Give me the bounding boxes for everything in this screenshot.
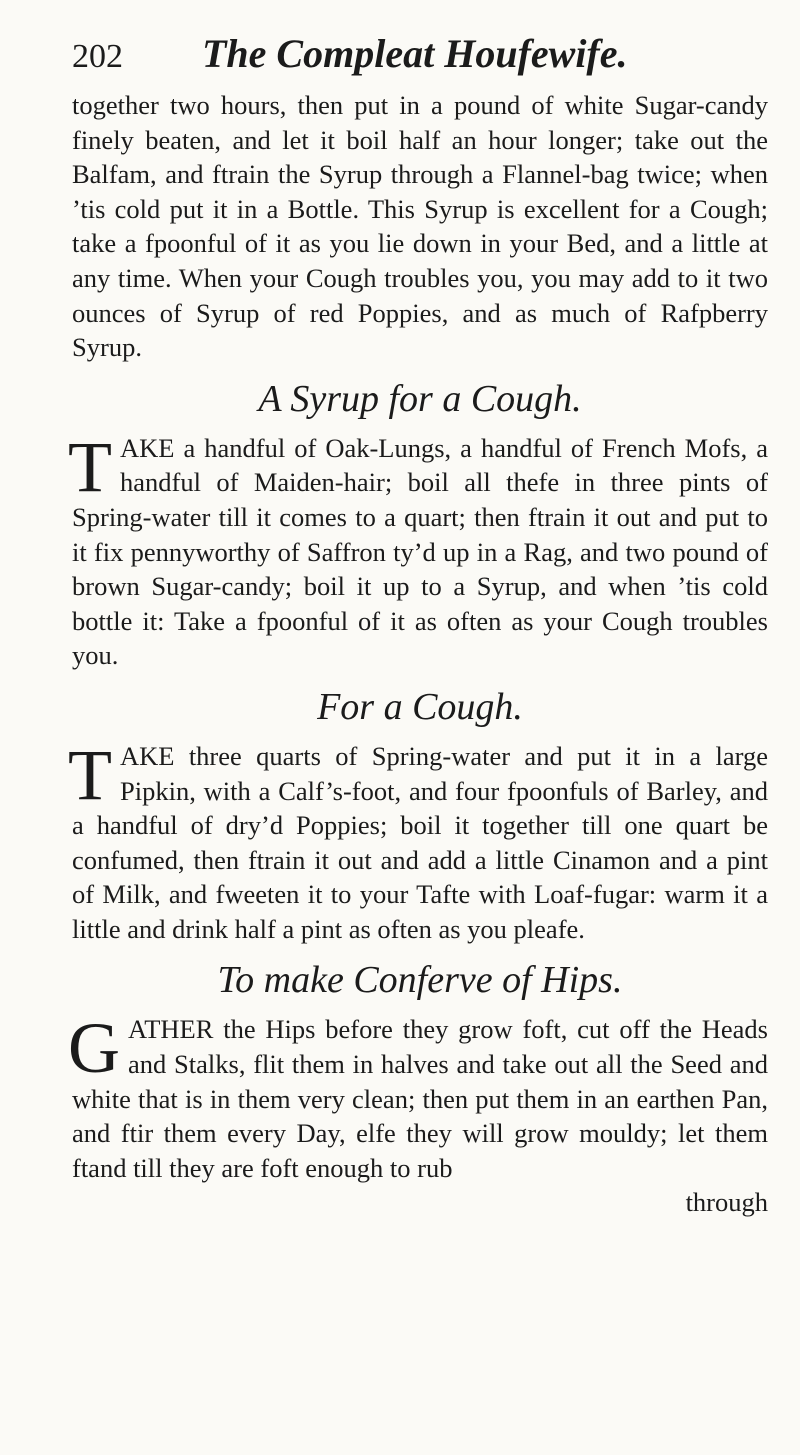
recipe-conserve-of-hips	[68, 1008, 768, 1185]
drop-cap: T	[68, 426, 112, 507]
page-number: 202	[72, 38, 123, 75]
page-body	[68, 88, 768, 1220]
recipe-title: A Syrup for a Cough.	[258, 377, 582, 420]
recipe-text: AKE a handful of Oak-Lungs, a handful of French Mofs, a handful of Maiden-hair; boil all thefe in three pints of Spring-water till it comes to a quart; then ftrain it out and put to it fix pennyworthy of Saffron ty’d up in a Rag, and two pound of brown Sugar-candy; boil it up to a Syrup, and when ’tis cold bottle it: Take a fpoonful of it as often as your Cough troubles you.	[72, 432, 768, 671]
recipe-title: To make Conferve of Hips.	[217, 959, 623, 1002]
recipe-syrup-for-cough	[68, 426, 768, 673]
catchword: through	[685, 1187, 768, 1218]
recipe-title: For a Cough.	[317, 685, 523, 728]
drop-cap: T	[68, 734, 112, 815]
recipe-text: AKE three quarts of Spring-water and put it in a large Pipkin, with a Calf’s-foot, and four fpoonfuls of Barley, and a handful of dry’d Poppies; boil it together till one quart be confumed, then ftrain it out and add a little Cinamon and a pint of Milk, and fweeten it to your Tafte with Loaf-fugar: warm it a little and drink half a pint as often as you pleafe.	[72, 740, 768, 944]
running-title: The Compleat Houfewife.	[202, 31, 628, 76]
drop-cap: G	[68, 1008, 120, 1089]
recipe-for-cough	[68, 734, 768, 947]
recipe-text: ATHER the Hips before they grow foft, cut off the Heads and Stalks, flit them in halves and take out all the Seed and white that is in them very clean; then put them in an earthen Pan, and ftir them every Day, elfe they will grow mouldy; let them ftand till they are foft enough to rub	[72, 1014, 768, 1183]
intro-paragraph: together two hours, then put in a pound of white Sugar-candy finely beaten, and let it boil half an hour longer; take out the Balfam, and ftrain the Syrup through a Flannel-bag twice; when ’tis cold put it in a Bottle. This Syrup is excellent for a Cough; take a fpoonful of it as you lie down in your Bed, and a little at any time. When your Cough troubles you, you may add to it two ounces of Syrup of red Poppies, and as much of Rafpberry Syrup.	[72, 90, 768, 363]
page-header	[72, 30, 768, 88]
